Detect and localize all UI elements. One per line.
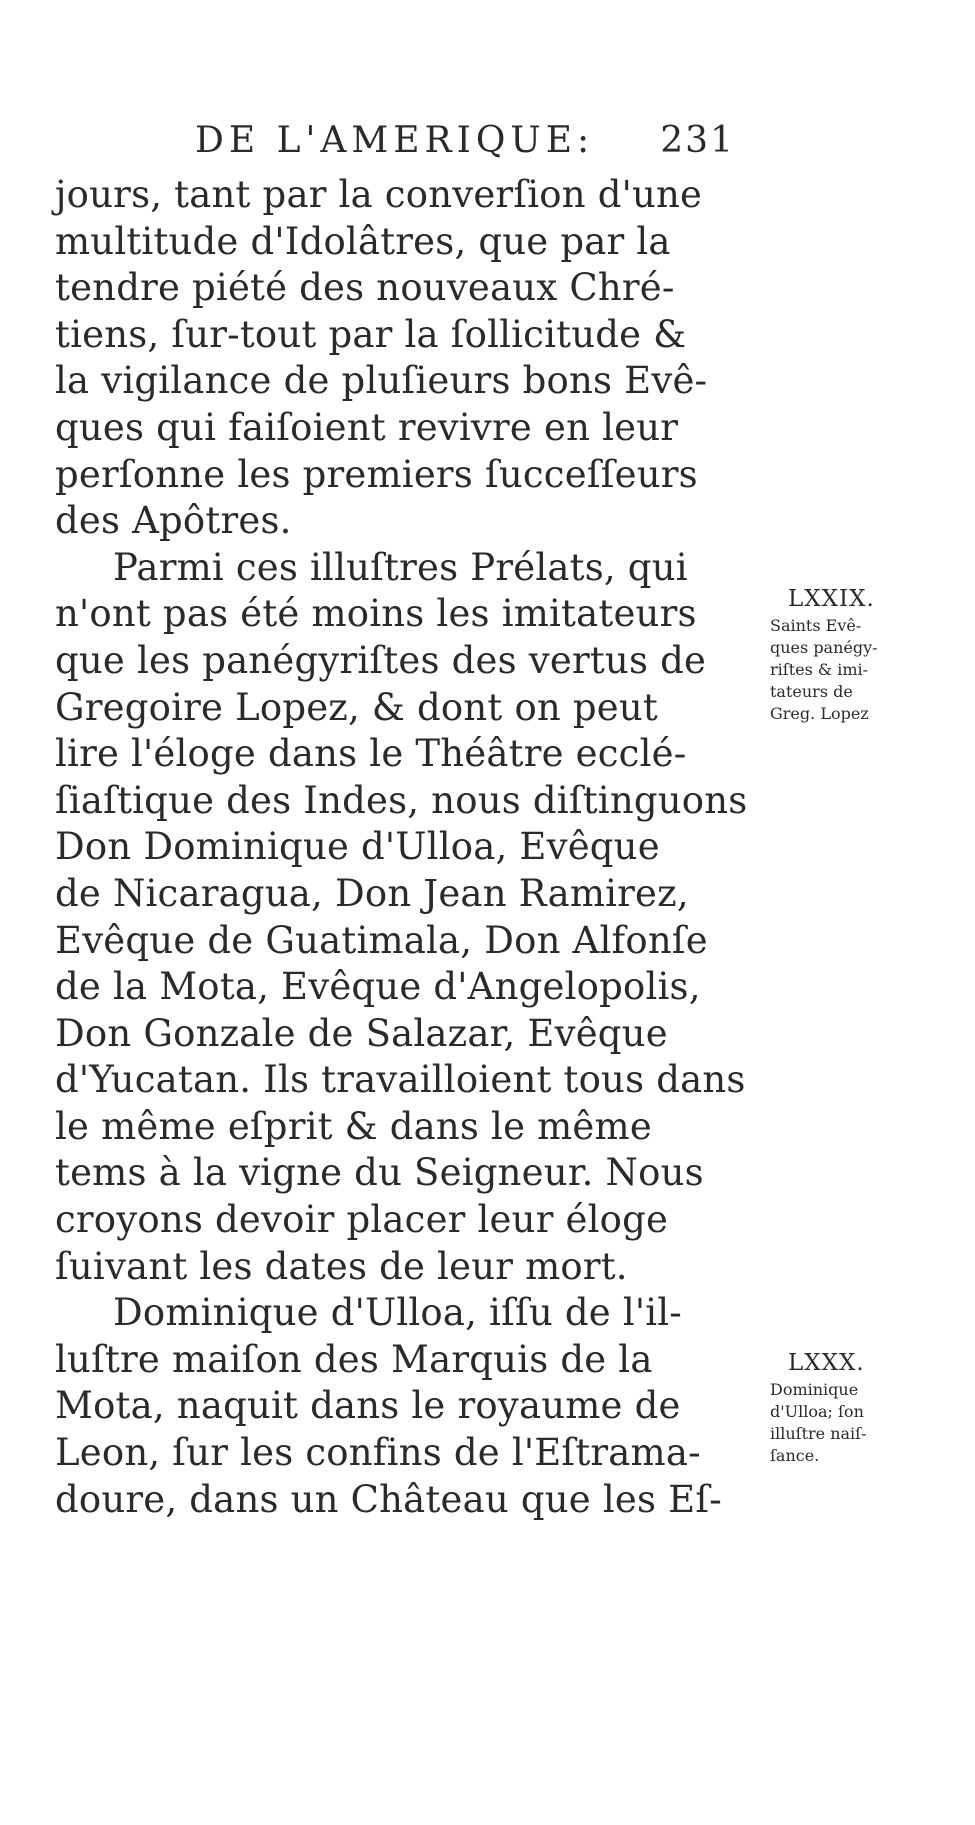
text-line: de la Mota, Evêque d'Angelopolis, [55, 965, 701, 1009]
text-line: ques qui faiſoient revivre en leur [55, 405, 679, 449]
text-line: des Apôtres. [55, 499, 292, 543]
marginal-gloss-line: Dominique [770, 1380, 859, 1399]
marginal-note [770, 583, 970, 725]
text-line: que les panégyriſtes des vertus de [55, 638, 707, 682]
page-number: 231 [660, 120, 735, 161]
text-line: tendre piété des nouveaux Chré- [55, 266, 675, 310]
text-line: ſiaſtique des Indes, nous diſtinguons [55, 778, 748, 822]
text-line: Gregoire Lopez, & dont on peut [55, 685, 658, 729]
text-line: de Nicaragua, Don Jean Ramirez, [55, 871, 689, 915]
marginal-gloss-line: riſtes & imi- [770, 660, 869, 679]
marginal-gloss-line: d'Ulloa; ſon [770, 1402, 864, 1421]
text-line: n'ont pas été moins les imitateurs [55, 592, 697, 636]
running-title: DE L'AMERIQUE: [195, 120, 595, 161]
marginal-gloss-line: illuſtre naiſ- [770, 1424, 867, 1443]
text-line: luſtre maiſon des Marquis de la [55, 1337, 653, 1381]
text-line: Parmi ces illuſtres Prélats, qui [113, 545, 688, 589]
text-line: tems à la vigne du Seigneur. Nous [55, 1151, 704, 1195]
marginal-gloss-line: Greg. Lopez [770, 704, 869, 723]
section-number: LXXIX. [788, 586, 875, 612]
text-line: Mota, naquit dans le royaume de [55, 1384, 681, 1428]
text-line: multitude d'Idolâtres, que par la [55, 219, 671, 263]
text-line: la vigilance de pluſieurs bons Evê- [55, 359, 708, 403]
text-line: Leon, ſur les confins de l'Eſtrama- [55, 1431, 701, 1475]
marginal-gloss-line: ſance. [770, 1446, 820, 1465]
marginal-gloss-line: Saints Evê- [770, 616, 862, 635]
section-number: LXXX. [788, 1350, 865, 1376]
text-line: ſuivant les dates de leur mort. [55, 1244, 628, 1288]
text-line: Dominique d'Ulloa, iſſu de l'il- [113, 1291, 682, 1335]
marginal-note [770, 1347, 970, 1467]
marginal-gloss-line: tateurs de [770, 682, 853, 701]
text-line: doure, dans un Château que les Eſ- [55, 1477, 722, 1521]
text-line: le même eſprit & dans le même [55, 1104, 652, 1148]
text-line: tiens, ſur-tout par la ſollicitude & [55, 312, 687, 356]
text-line: perſonne les premiers ſucceſſeurs [55, 452, 698, 496]
text-line: Evêque de Guatimala, Don Alfonſe [55, 918, 708, 962]
text-line: Don Gonzale de Salazar, Evêque [55, 1011, 668, 1055]
text-line: d'Yucatan. Ils travailloient tous dans [55, 1058, 746, 1102]
marginal-gloss-line: ques panégy- [770, 638, 878, 657]
text-line: jours, tant par la converſion d'une [55, 173, 703, 216]
running-header [195, 120, 735, 170]
text-line: Don Dominique d'Ulloa, Evêque [55, 825, 660, 869]
text-line: croyons devoir placer leur éloge [55, 1198, 669, 1242]
main-text [55, 172, 755, 1523]
text-line: lire l'éloge dans le Théâtre ecclé- [55, 732, 687, 776]
